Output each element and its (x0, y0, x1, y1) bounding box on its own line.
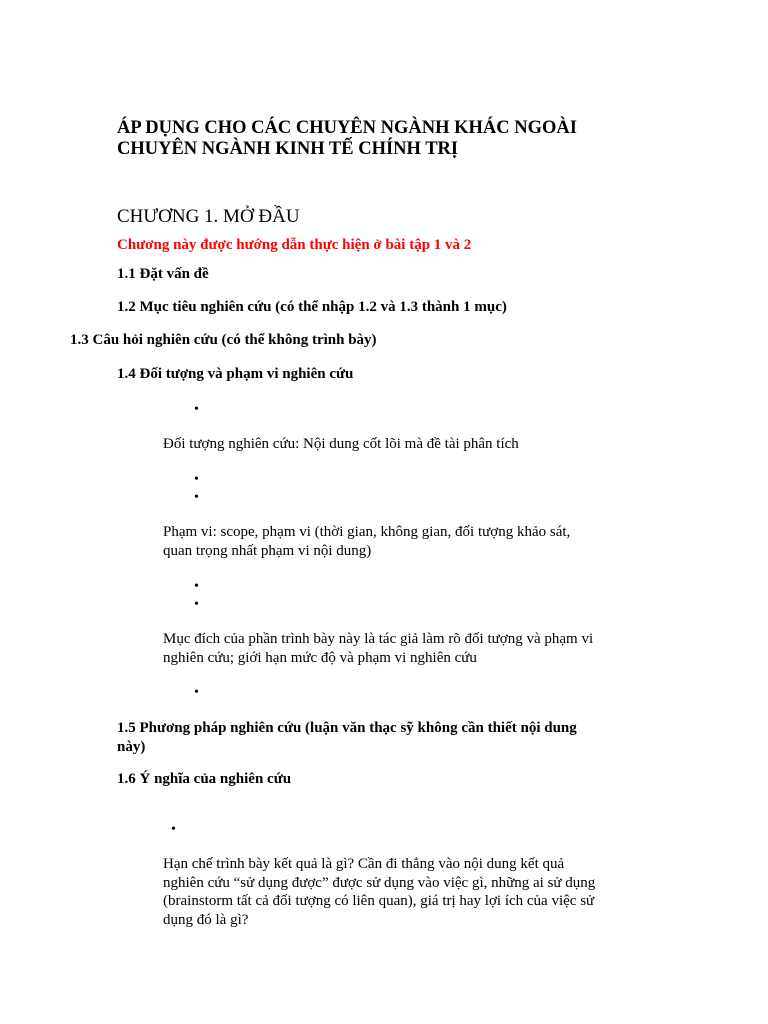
section-heading-1-1: 1.1 Đặt vấn đề (117, 266, 209, 282)
heading-line: 1.5 Phương pháp nghiên cứu (luận văn thạc sỹ không cần thiết nội dung (117, 720, 577, 736)
heading-line: này) (117, 738, 146, 755)
object-paragraph (163, 435, 663, 454)
title-line-2: CHUYÊN NGÀNH KINH TẾ CHÍNH TRỊ (117, 139, 459, 159)
bullet-point: • (194, 579, 199, 594)
paragraph-line: Phạm vi: scope, phạm vi (thời gian, không gian, đối tượng khảo sát, (163, 524, 571, 540)
chapter-note: Chương này được hướng dẫn thực hiện ở bài tập 1 và 2 (117, 237, 472, 253)
title-line-1: ÁP DỤNG CHO CÁC CHUYÊN NGÀNH KHÁC NGOÀI (117, 118, 577, 138)
paragraph-line: nghiên cứu; giới hạn mức độ và phạm vi nghiên cứu (163, 649, 477, 666)
bullet-point: • (194, 402, 199, 417)
scope-paragraph (163, 523, 663, 560)
paragraph-line: nghiên cứu “sử dụng được” được sử dụng vào việc gì, những ai sử dụng (163, 874, 596, 891)
paragraph-line: Đối tượng nghiên cứu: Nội dung cốt lõi mà đề tài phân tích (163, 436, 519, 452)
section-heading-1-6: 1.6 Ý nghĩa của nghiên cứu (117, 771, 292, 787)
section-heading-1-5 (117, 719, 577, 756)
chapter-heading: CHƯƠNG 1. MỞ ĐẦU (117, 206, 300, 227)
bullet-point: • (194, 597, 199, 612)
paragraph-line: (brainstorm tất cả đối tượng có liên quan), giá trị hay lợi ích của việc sử (163, 893, 595, 909)
bullet-point: • (171, 822, 176, 837)
section-heading-1-3: 1.3 Câu hỏi nghiên cứu (có thể không trình bày) (70, 332, 377, 348)
bullet-point: • (194, 490, 199, 505)
purpose-paragraph (163, 630, 663, 667)
meaning-paragraph (163, 855, 663, 929)
paragraph-line: Hạn chế trình bày kết quả là gì? Cần đi thẳng vào nội dung kết quả (163, 856, 565, 872)
bullet-point: • (194, 685, 199, 700)
paragraph-line: quan trọng nhất phạm vi nội dung) (163, 542, 372, 559)
section-heading-1-2: 1.2 Mục tiêu nghiên cứu (có thể nhập 1.2 và 1.3 thành 1 mục) (117, 299, 507, 315)
document-title (117, 118, 677, 160)
paragraph-line: dụng đó là gì? (163, 911, 249, 928)
paragraph-line: Mục đích của phần trình bày này là tác giả làm rõ đối tượng và phạm vi (163, 631, 594, 647)
section-heading-1-4: 1.4 Đối tượng và phạm vi nghiên cứu (117, 366, 354, 382)
bullet-point: • (194, 472, 199, 487)
